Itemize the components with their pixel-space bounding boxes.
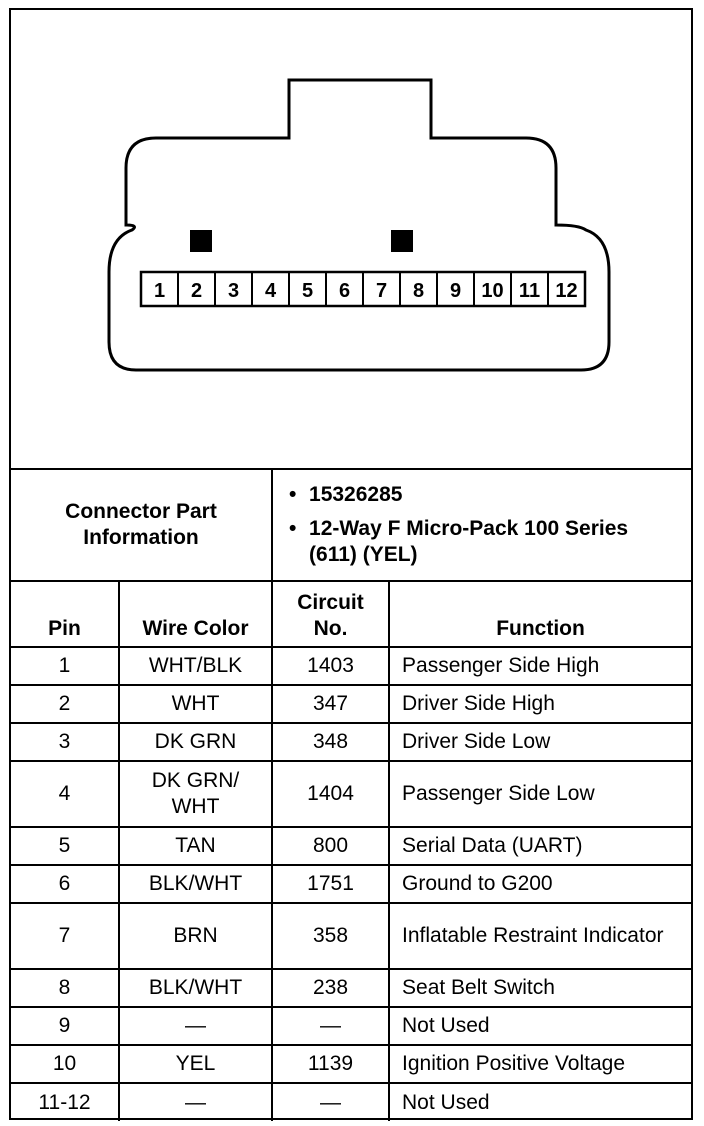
table-row [11,647,691,685]
pin-strip [141,272,585,306]
function-cell: Ignition Positive Voltage [389,1045,691,1083]
pin-cell: 1 [11,647,119,685]
table-row [11,723,691,761]
pin-cell: 3 [11,723,119,761]
part-number: • 15326285 [309,482,679,508]
key-marker-pin-2 [190,230,212,252]
pin-number-6: 6 [338,280,351,302]
function-cell: Passenger Side High [389,647,691,685]
part-info-title: Connector Part Information [11,470,272,581]
part-info-list [272,470,691,581]
wire-color-cell: WHT/BLK [119,647,272,685]
wire-color-cell: BRN [119,903,272,969]
function-cell: Ground to G200 [389,865,691,903]
table-row [11,827,691,865]
wire-color-cell: — [119,1007,272,1045]
circuit-number-cell: 1751 [272,865,389,903]
pin-cell: 5 [11,827,119,865]
pin-number-12: 12 [555,280,578,302]
part-info-row [11,470,691,581]
function-cell: Serial Data (UART) [389,827,691,865]
wire-color-cell: YEL [119,1045,272,1083]
circuit-number-cell: — [272,1007,389,1045]
pin-cell: 4 [11,761,119,827]
column-header-function: Function [389,581,691,647]
pin-number-11: 11 [518,280,541,302]
circuit-number-cell: 347 [272,685,389,723]
pin-number-4: 4 [264,280,277,302]
circuit-number-cell: — [272,1083,389,1121]
column-header-circuit-no: Circuit No. [272,581,389,647]
function-cell: Passenger Side Low [389,761,691,827]
table-row [11,761,691,827]
pin-number-3: 3 [227,280,240,302]
connector-diagram [11,10,691,470]
table-row [11,1083,691,1121]
circuit-number-cell: 1139 [272,1045,389,1083]
pin-cell: 7 [11,903,119,969]
circuit-number-cell: 800 [272,827,389,865]
wire-color-cell: TAN [119,827,272,865]
table-row [11,903,691,969]
connector-housing-outline [109,80,609,370]
pin-number-5: 5 [301,280,314,302]
function-cell: Not Used [389,1007,691,1045]
pinout-frame [9,8,693,1120]
pin-number-9: 9 [449,280,462,302]
function-cell: Driver Side High [389,685,691,723]
key-marker-pin-8 [391,230,413,252]
wire-color-cell: DK GRN/ WHT [119,761,272,827]
pin-number-1: 1 [153,280,166,302]
pin-cell: 9 [11,1007,119,1045]
column-header-pin: Pin [11,581,119,647]
table-row [11,969,691,1007]
function-cell: Not Used [389,1083,691,1121]
table-row [11,685,691,723]
function-cell: Seat Belt Switch [389,969,691,1007]
circuit-number-cell: 1403 [272,647,389,685]
pin-cell: 6 [11,865,119,903]
pin-cell: 10 [11,1045,119,1083]
pin-cell: 2 [11,685,119,723]
table-row [11,1045,691,1083]
connector-face-drawing [11,10,691,468]
pin-cell: 8 [11,969,119,1007]
function-cell: Driver Side Low [389,723,691,761]
pinout-rows [11,647,691,1121]
header-row [11,581,691,647]
pin-number-8: 8 [412,280,425,302]
function-cell: Inflatable Restraint Indicator [389,903,691,969]
wire-color-cell: BLK/WHT [119,969,272,1007]
connector-pinout-table [11,470,691,1121]
wire-color-cell: — [119,1083,272,1121]
wire-color-cell: BLK/WHT [119,865,272,903]
pin-number-10: 10 [481,280,504,302]
circuit-number-cell: 358 [272,903,389,969]
pin-cell: 11-12 [11,1083,119,1121]
column-header-wire-color: Wire Color [119,581,272,647]
table-row [11,1007,691,1045]
circuit-number-cell: 1404 [272,761,389,827]
wire-color-cell: DK GRN [119,723,272,761]
pin-number-7: 7 [375,280,388,302]
pin-number-2: 2 [190,280,203,302]
connector-description: • 12-Way F Micro-Pack 100 Series (611) (YEL) [309,516,679,568]
circuit-number-cell: 238 [272,969,389,1007]
table-row [11,865,691,903]
wire-color-cell: WHT [119,685,272,723]
circuit-number-cell: 348 [272,723,389,761]
